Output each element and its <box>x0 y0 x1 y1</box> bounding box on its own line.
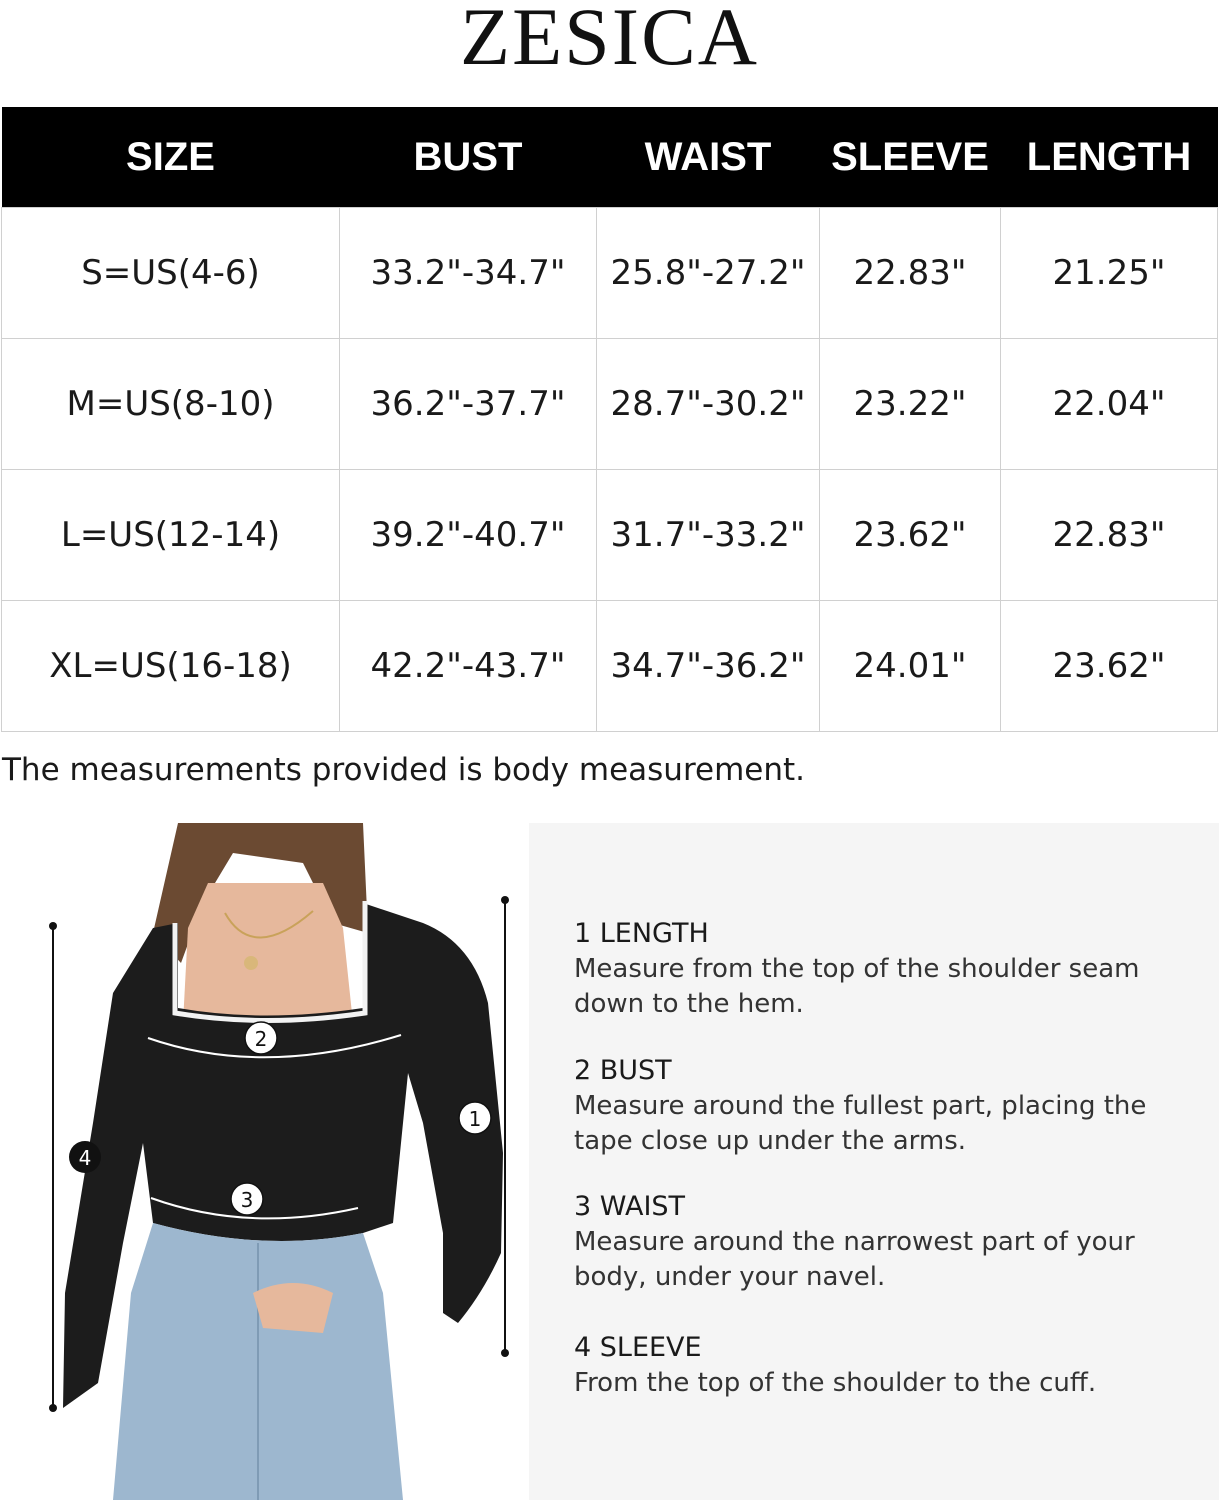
guide-bust-desc: Measure around the fullest part, placing the tape close up under the arms. <box>574 1091 1147 1156</box>
guide-sleeve-title: 4 SLEEVE <box>574 1332 702 1363</box>
size-cell: S=US(4-6) <box>2 208 340 339</box>
size-cell: M=US(8-10) <box>2 339 340 470</box>
header-waist: WAIST <box>597 107 820 208</box>
measurement-note: The measurements provided is body measurement. <box>2 752 806 788</box>
bust-cell: 42.2"-43.7" <box>340 601 597 732</box>
size-chart-table <box>1 107 1218 732</box>
table-header-row <box>2 107 1218 208</box>
table-row <box>2 601 1218 732</box>
marker-1-label: 1 <box>468 1107 482 1131</box>
guide-length-desc: Measure from the top of the shoulder seam down to the hem. <box>574 954 1140 1019</box>
guide-waist <box>574 1189 1174 1295</box>
length-cell: 22.83" <box>1001 470 1218 601</box>
table-row <box>2 339 1218 470</box>
marker-3 <box>231 1183 263 1215</box>
header-length: LENGTH <box>1001 107 1218 208</box>
guide-waist-title: 3 WAIST <box>574 1191 686 1222</box>
marker-3-label: 3 <box>240 1188 254 1212</box>
waist-cell: 28.7"-30.2" <box>597 339 820 470</box>
waist-cell: 25.8"-27.2" <box>597 208 820 339</box>
waist-cell: 31.7"-33.2" <box>597 470 820 601</box>
bust-cell: 39.2"-40.7" <box>340 470 597 601</box>
guide-length-title: 1 LENGTH <box>574 918 709 949</box>
model-photo <box>3 823 528 1500</box>
header-size: SIZE <box>2 107 340 208</box>
table-row <box>2 208 1218 339</box>
size-cell: L=US(12-14) <box>2 470 340 601</box>
header-sleeve: SLEEVE <box>820 107 1001 208</box>
header-bust: BUST <box>340 107 597 208</box>
marker-1 <box>459 1102 491 1134</box>
bust-cell: 33.2"-34.7" <box>340 208 597 339</box>
guide-sleeve-desc: From the top of the shoulder to the cuff. <box>574 1368 1097 1398</box>
marker-4-label: 4 <box>78 1146 92 1170</box>
guide-bust-title: 2 BUST <box>574 1055 672 1086</box>
guide-waist-desc: Measure around the narrowest part of your body, under your navel. <box>574 1227 1135 1292</box>
sleeve-cell: 23.22" <box>820 339 1001 470</box>
sleeve-cell: 24.01" <box>820 601 1001 732</box>
bust-cell: 36.2"-37.7" <box>340 339 597 470</box>
length-cell: 23.62" <box>1001 601 1218 732</box>
size-cell: XL=US(16-18) <box>2 601 340 732</box>
guide-length <box>574 916 1174 1022</box>
guide-bust <box>574 1053 1174 1159</box>
guide-sleeve <box>574 1330 1174 1401</box>
brand-logo: ZESICA <box>460 0 759 82</box>
marker-4 <box>69 1141 101 1173</box>
table-row <box>2 470 1218 601</box>
marker-2-label: 2 <box>254 1027 268 1051</box>
length-cell: 21.25" <box>1001 208 1218 339</box>
marker-2 <box>245 1022 277 1054</box>
model-illustration <box>3 823 528 1500</box>
length-cell: 22.04" <box>1001 339 1218 470</box>
sleeve-cell: 22.83" <box>820 208 1001 339</box>
sleeve-cell: 23.62" <box>820 470 1001 601</box>
waist-cell: 34.7"-36.2" <box>597 601 820 732</box>
